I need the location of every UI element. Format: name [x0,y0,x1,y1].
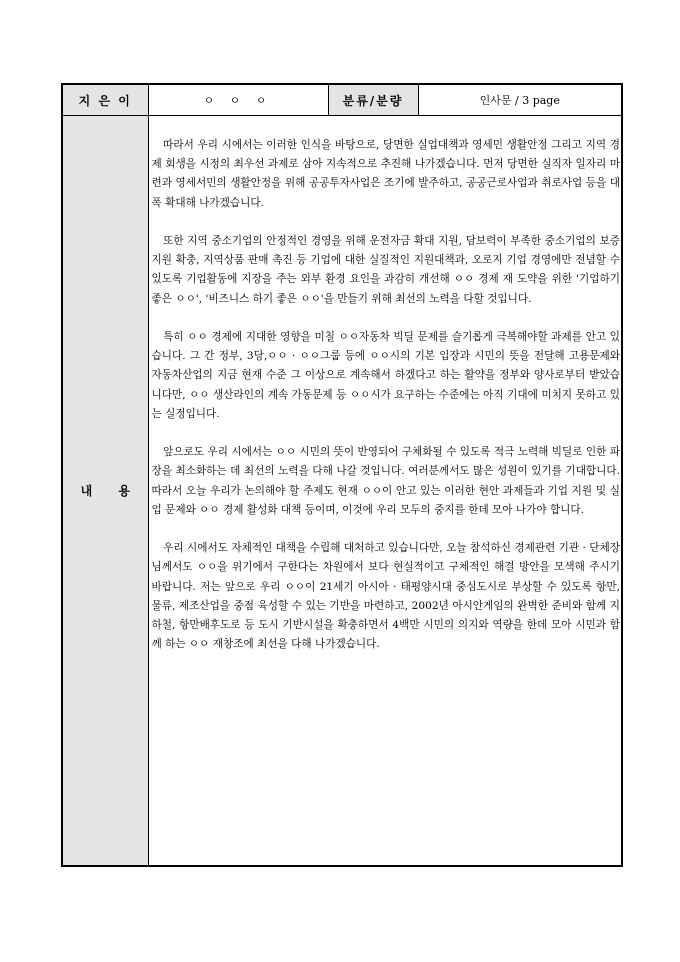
category-value: 인사문 / 3 page [418,84,622,116]
paragraph: 따라서 우리 시에서는 이러한 인식을 바탕으로, 당면한 실업대책과 영세민 생활안정 그리고 지역 경제 회생을 시정의 최우선 과제로 삼아 지속적으로 추진해 나가겠습니다. 먼저 당면한 실직자 일자리 마련과 영세서민의 생활안정을 위해 공공투자사업은 조기에 발주하고, 공공근로사업과 취로사업 등을 대폭 확대해 나가겠습니다. [151,139,620,209]
paragraph: 특히 ㅇㅇ 경제에 지대한 영향을 미칠 ㅇㅇ자동차 빅딜 문제를 슬기롭게 극복해야할 과제를 안고 있습니다. 그 간 정부, 3당,ㅇㅇ · ㅇㅇ그룹 등에 ㅇㅇ시의 기본 입장과 시민의 뜻을 전달해 고용문제와 자동차산업의 지금 현재 수준 그 이상으로 계속해서 하겠다고 하는 활약을 정부와 양사로부터 받았습니다만, ㅇㅇ 생산라인의 계속 가동문제 등 ㅇㅇ시가 요구하는 수준에는 아직 기대에 미치지 못하고 있는 실정입니다. [151,331,620,420]
content-text [149,116,622,654]
paragraph: 앞으로도 우리 시에서는 ㅇㅇ 시민의 뜻이 반영되어 구체화될 수 있도록 적극 노력해 빅딜로 인한 파장을 최소화하는 데 최선의 노력을 다해 나갈 것입니다. 여러분께서도 많은 성원이 있기를 기대합니다. 따라서 오늘 우리가 논의해야 할 주제도 현재 ㅇㅇ이 안고 있는 이러한 현안 과제들과 기업 지원 및 실업 문제와 ㅇㅇ 경제 활성화 대책 등이며, 이것에 우리 모두의 중지를 한데 모아 나가야 합니다. [151,446,620,516]
content-body [148,116,622,867]
paragraph: 또한 지역 중소기업의 안정적인 경영을 위해 운전자금 확대 지원, 담보력이 부족한 중소기업의 보증지원 확충, 지역상품 판매 촉진 등 기업에 대한 실질적인 지원대책과, 오로지 기업 경영에만 전념할 수 있도록 기업활동에 지장을 주는 외부 환경 요인을 과감히 개선해 ㅇㅇ 경제 재 도약을 위한 '기업하기 좋은 ㅇㅇ', '비즈니스 하기 좋은 ㅇㅇ'을 만들기 위해 최선의 노력을 다할 것입니다. [151,235,620,305]
header-row [62,84,622,116]
paragraph: 우리 시에서도 자체적인 대책을 수립해 대처하고 있습니다만, 오늘 참석하신 경제관련 기관 · 단체장님께서도 ㅇㅇ을 위기에서 구한다는 차원에서 보다 현실적이고 구체적인 해결 방안을 모색해 주시기 바랍니다. 저는 앞으로 우리 ㅇㅇ이 21세기 아시아 · 태평양시대 중심도시로 부상할 수 있도록 항만, 물류, 제조산업을 중점 육성할 수 있는 기반을 마련하고, 2002년 아시안게임의 완벽한 준비와 함께 지하철, 항만배후도로 등 도시 기반시설을 확충하면서 4백만 시민의 의지와 역량을 한데 모아 시민과 함께 하는 ㅇㅇ 재창조에 최선을 다해 나가겠습니다. [151,542,620,651]
content-row [62,116,622,867]
content-label: 내 용 [62,116,148,867]
author-value: ㅇ ㅇ ㅇ [148,84,328,116]
author-label: 지 은 이 [62,84,148,116]
document-form-table [61,83,623,867]
category-label: 분류/분량 [328,84,418,116]
